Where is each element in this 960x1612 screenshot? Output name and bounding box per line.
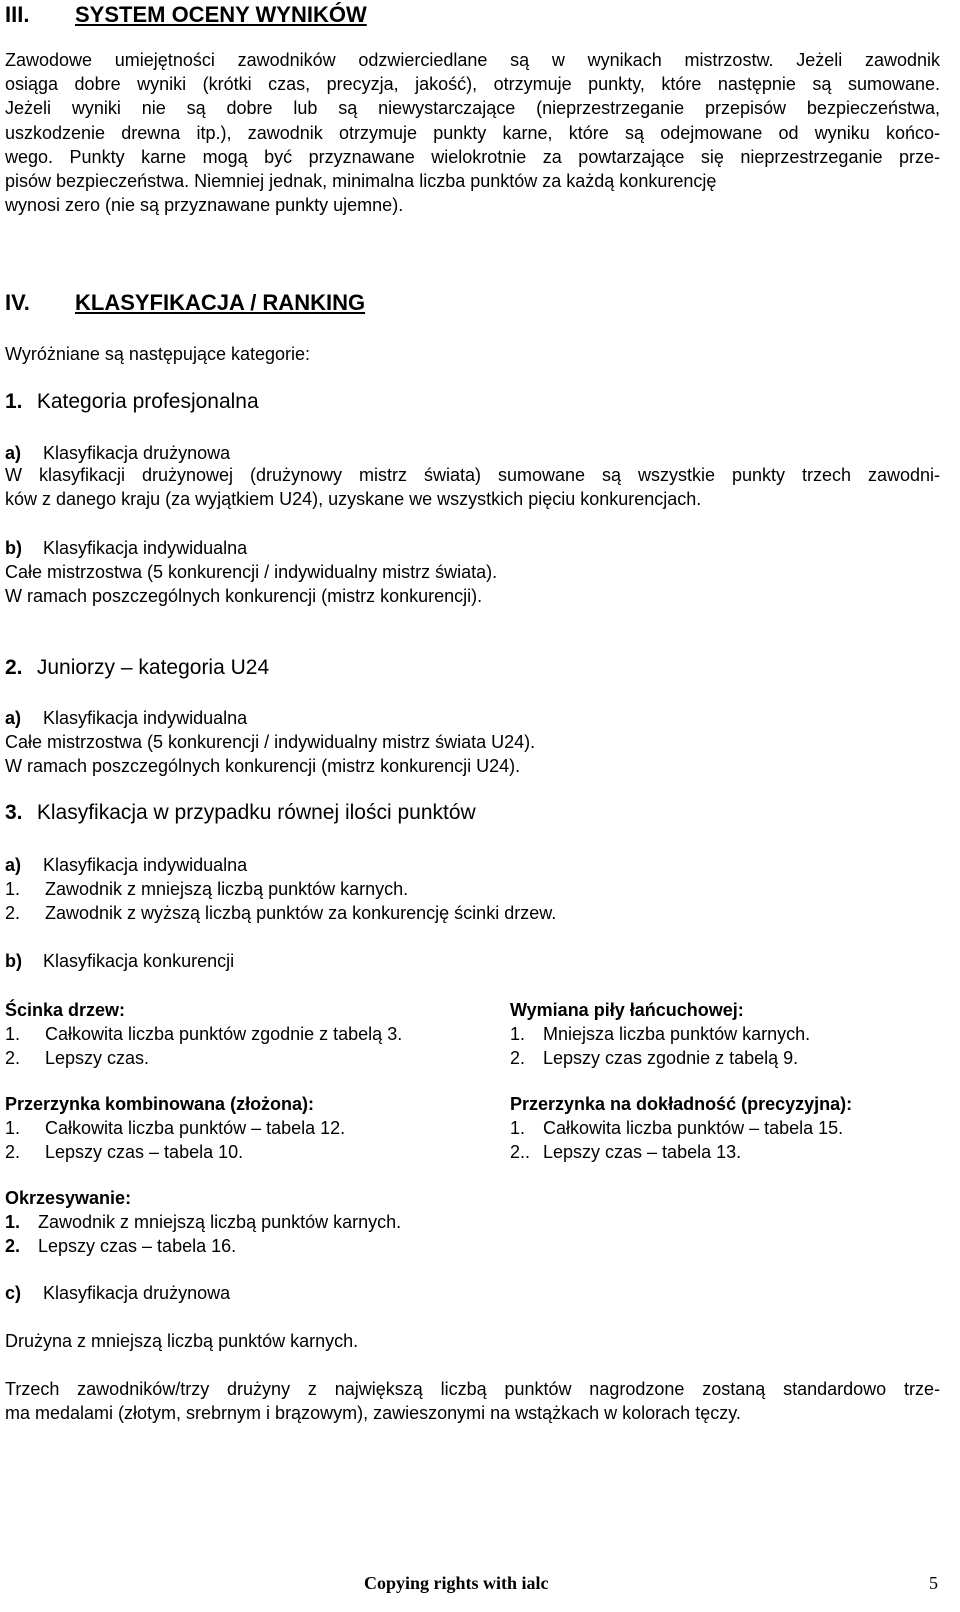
- list-item: [5, 901, 556, 925]
- paragraph-line: Jeżeli wyniki nie są dobre lub są niewystarczające (nieprzestrzeganie przepisów bezpieczeństwa,: [5, 98, 940, 119]
- page-footer: [0, 1573, 960, 1601]
- item-text: Zawodnik z mniejszą liczbą punktów karnych.: [45, 879, 409, 899]
- paragraph-line: wynosi zero (nie są przyznawane punkty ujemne).: [5, 195, 404, 216]
- category-title: Juniorzy – kategoria U24: [36, 656, 270, 679]
- u24-individual-text: [5, 730, 535, 778]
- item-number: 2.: [510, 1048, 526, 1068]
- category-title: Kategoria profesjonalna: [36, 390, 259, 413]
- item-text: Lepszy czas.: [45, 1048, 150, 1068]
- list-item: [510, 1022, 810, 1046]
- list-item: [510, 1140, 852, 1164]
- list-item: [510, 1046, 810, 1070]
- subheading-team-classification: [5, 441, 230, 465]
- item-text: Lepszy czas zgodnie z tabelą 9.: [543, 1048, 799, 1068]
- list-item: [5, 877, 556, 901]
- item-text: Zawodnik z wyższą liczbą punktów za konkurencję ścinki drzew.: [45, 903, 557, 923]
- sub-title: Klasyfikacja konkurencji: [43, 951, 235, 971]
- footer-copyright: Copying rights with ialc: [364, 1573, 549, 1593]
- team-tie-text: Drużyna z mniejszą liczbą punktów karnych.: [5, 1331, 359, 1351]
- category-number: 3.: [5, 801, 23, 824]
- category-title: Klasyfikacja w przypadku równej ilości punktów: [36, 801, 476, 824]
- paragraph-line: osiąga dobre wyniki (krótki czas, precyzja, jakość), otrzymuje punkty, które następnie są sumowane.: [5, 74, 940, 95]
- list-item: [5, 1022, 402, 1046]
- paragraph-line: ków z danego kraju (za wyjątkiem U24), uzyskane we wszystkich pięciu konkurencjach.: [5, 489, 702, 510]
- limbing-block: [5, 1186, 401, 1258]
- item-text: Lepszy czas – tabela 10.: [45, 1142, 244, 1162]
- item-text: Mniejsza liczba punktów karnych.: [543, 1024, 811, 1044]
- subheading-team-tie: [5, 1281, 230, 1305]
- list-item: [5, 1140, 345, 1164]
- section-number: III.: [5, 2, 30, 27]
- sub-label: a): [5, 855, 22, 875]
- sub-label: c): [5, 1283, 22, 1303]
- section-heading-3: [5, 2, 367, 28]
- category-number: 2.: [5, 656, 23, 679]
- item-number: 1.: [5, 1024, 21, 1044]
- list-item: [5, 1046, 402, 1070]
- event-title: Wymiana piły łańcuchowej:: [510, 1000, 744, 1020]
- item-number: 2.: [5, 1048, 21, 1068]
- item-number: 2..: [510, 1142, 531, 1162]
- item-text: Całkowita liczba punktów zgodnie z tabelą 3.: [45, 1024, 403, 1044]
- chain-change-block: [510, 998, 810, 1070]
- individual-classification-text: [5, 560, 497, 608]
- combination-cut-block: [5, 1092, 345, 1164]
- category-number: 1.: [5, 390, 23, 413]
- event-title: Przerzynka na dokładność (precyzyjna):: [510, 1094, 853, 1114]
- felling-block: [5, 998, 402, 1070]
- text-line: W ramach poszczególnych konkurencji (mistrz konkurencji).: [5, 586, 483, 606]
- subheading-individual-classification: [5, 536, 247, 560]
- subheading-u24-individual: [5, 706, 247, 730]
- list-item: [5, 1116, 345, 1140]
- list-item: [5, 1210, 401, 1234]
- sub-label: b): [5, 951, 22, 971]
- item-text: Całkowita liczba punktów – tabela 12.: [45, 1118, 346, 1138]
- team-classification-text: [5, 463, 940, 511]
- text-line: W ramach poszczególnych konkurencji (mistrz konkurencji U24).: [5, 756, 521, 776]
- medals-paragraph: [5, 1377, 940, 1425]
- category-3-heading: [5, 800, 476, 826]
- sub-title: Klasyfikacja indywidualna: [43, 708, 248, 728]
- sub-title: Klasyfikacja indywidualna: [43, 855, 248, 875]
- sub-title: Klasyfikacja indywidualna: [43, 538, 248, 558]
- sub-title: Klasyfikacja drużynowa: [43, 443, 231, 463]
- categories-intro: Wyróżniane są następujące kategorie:: [5, 344, 311, 364]
- list-item: [510, 1116, 852, 1140]
- sub-label: a): [5, 708, 22, 728]
- tie-individual-list: [5, 877, 556, 925]
- paragraph-line: Zawodowe umiejętności zawodników odzwierciedlane są w wynikach mistrzostw. Jeżeli zawodnik: [5, 50, 940, 70]
- item-text: Lepszy czas – tabela 16.: [38, 1236, 237, 1256]
- sub-title: Klasyfikacja drużynowa: [43, 1283, 231, 1303]
- section-number: IV.: [5, 290, 30, 315]
- paragraph-line: uszkodzenie drewna itp.), zawodnik otrzymuje punkty karne, które są odejmowane od wyniku końco-: [5, 122, 940, 143]
- paragraph-line: wego. Punkty karne mogą być przyznawane wielokrotnie za powtarzające się nieprzestrzeganie prze-: [5, 146, 940, 167]
- scoring-paragraph: [5, 48, 940, 217]
- category-2-heading: [5, 655, 269, 681]
- precision-cut-block: [510, 1092, 852, 1164]
- section-title: SYSTEM OCENY WYNIKÓW: [75, 2, 367, 27]
- item-number: 2.: [5, 903, 21, 923]
- subheading-tie-individual: [5, 853, 247, 877]
- section-heading-4: [5, 290, 365, 316]
- text-line: Całe mistrzostwa (5 konkurencji / indywidualny mistrz świata U24).: [5, 732, 536, 752]
- paragraph-line: Trzech zawodników/trzy drużyny z największą liczbą punktów nagrodzone zostaną standardowo trze-: [5, 1379, 940, 1399]
- list-item: [5, 1234, 401, 1258]
- category-1-heading: [5, 389, 259, 415]
- sub-label: a): [5, 443, 22, 463]
- event-title: Ścinka drzew:: [5, 1000, 126, 1020]
- item-number: 1.: [5, 1212, 21, 1232]
- item-text: Lepszy czas – tabela 13.: [543, 1142, 742, 1162]
- item-number: 1.: [510, 1118, 526, 1138]
- section-title: KLASYFIKACJA / RANKING: [75, 290, 366, 315]
- item-number: 2.: [5, 1236, 21, 1256]
- sub-label: b): [5, 538, 22, 558]
- event-title: Okrzesywanie:: [5, 1188, 132, 1208]
- text-line: Całe mistrzostwa (5 konkurencji / indywidualny mistrz świata).: [5, 562, 498, 582]
- item-number: 2.: [5, 1142, 21, 1162]
- event-title: Przerzynka kombinowana (złożona):: [5, 1094, 315, 1114]
- paragraph-line: W klasyfikacji drużynowej (drużynowy mistrz świata) sumowane są wszystkie punkty trzech zawodni-: [5, 465, 940, 485]
- item-number: 1.: [5, 1118, 21, 1138]
- paragraph-line: ma medalami (złotym, srebrnym i brązowym), zawieszonymi na wstążkach w kolorach tęczy.: [5, 1403, 741, 1424]
- page-number: 5: [929, 1573, 938, 1593]
- item-text: Całkowita liczba punktów – tabela 15.: [543, 1118, 844, 1138]
- paragraph-line: pisów bezpieczeństwa. Niemniej jednak, minimalna liczba punktów za każdą konkurencję: [5, 171, 717, 192]
- item-number: 1.: [5, 879, 21, 899]
- item-number: 1.: [510, 1024, 526, 1044]
- subheading-event-classification: [5, 949, 234, 973]
- item-text: Zawodnik z mniejszą liczbą punktów karnych.: [38, 1212, 402, 1232]
